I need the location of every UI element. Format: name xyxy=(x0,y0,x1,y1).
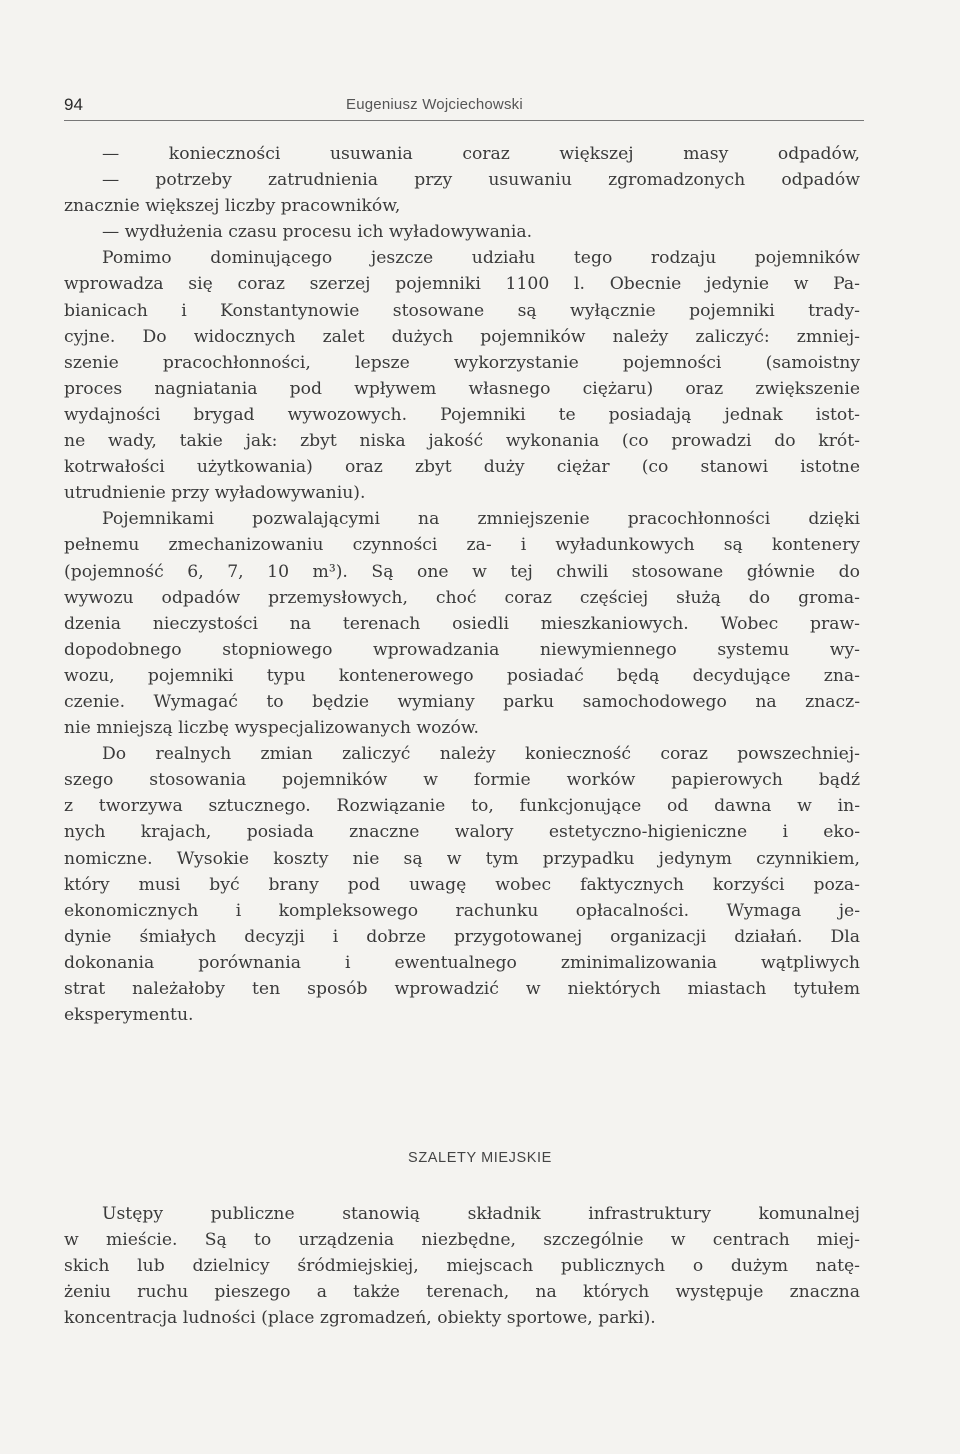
body-line: wywozu odpadów przemysłowych, choć coraz częściej służą do groma- xyxy=(64,587,860,608)
body-line: wprowadza się coraz szerzej pojemniki 1100 l. Obecnie jedynie w Pa- xyxy=(64,274,860,295)
body-line: strat należałoby ten sposób wprowadzić w niektórych miastach tytułem xyxy=(64,979,860,999)
section-text xyxy=(64,1201,860,1331)
body-line: wozu, pojemniki typu kontenerowego posiadać będą decydujące zna- xyxy=(64,665,860,686)
body-line: dopodobnego stopniowego wprowadzania niewymiennego systemu wy- xyxy=(64,639,860,660)
body-line: nych krajach, posiada znaczne walory estetyczno-higieniczne i eko- xyxy=(64,822,860,843)
section-heading: SZALETY MIEJSKIE xyxy=(408,1150,552,1166)
body-line: pełnemu zmechanizowaniu czynności za- i wyładunkowych są kontenery xyxy=(64,535,860,556)
body-line: Do realnych zmian zaliczyć należy konieczność coraz powszechniej- xyxy=(102,744,860,765)
body-line: czenie. Wymagać to będzie wymiany parku samochodowego na znacz- xyxy=(64,691,860,712)
body-line: utrudnienie przy wyładowywaniu). xyxy=(64,483,366,504)
body-line: szenie pracochłonności, lepsze wykorzystanie pojemności (samoistny xyxy=(64,352,860,373)
body-line: który musi być brany pod uwagę wobec faktycznych korzyści poza- xyxy=(64,874,860,895)
body-line: nie mniejszą liczbę wyspecjalizowanych wozów. xyxy=(64,718,479,739)
section-line: skich lub dzielnicy śródmiejskiej, miejscach publicznych o dużym natę- xyxy=(64,1256,860,1277)
page-header xyxy=(64,95,862,119)
body-line: Pojemnikami pozwalającymi na zmniejszenie pracochłonności dzięki xyxy=(102,509,860,530)
body-line: (pojemność 6, 7, 10 m³). Są one w tej chwili stosowane głównie do xyxy=(64,561,860,582)
body-line: nomiczne. Wysokie koszty nie są w tym przypadku jedynym czynnikiem, xyxy=(64,848,860,869)
body-line: dzenia nieczystości na terenach osiedli mieszkaniowych. Wobec praw- xyxy=(64,613,860,634)
body-text xyxy=(64,141,860,1028)
body-line: — potrzeby zatrudnienia przy usuwaniu zgromadzonych odpadów xyxy=(102,170,860,191)
body-line: z tworzywa sztucznego. Rozwiązanie to, funkcjonujące od dawna w in- xyxy=(64,796,860,817)
body-line: proces nagniatania pod wpływem własnego ciężaru) oraz zwiększenie xyxy=(64,378,860,399)
page-number: 94 xyxy=(64,95,83,114)
header-rule xyxy=(64,120,864,121)
body-line: cyjne. Do widocznych zalet dużych pojemników należy zaliczyć: zmniej- xyxy=(64,326,860,347)
body-line: wydajności brygad wywozowych. Pojemniki te posiadają jednak istot- xyxy=(64,404,860,425)
section-line: koncentracja ludności (place zgromadzeń, obiekty sportowe, parki). xyxy=(64,1308,656,1329)
body-line: szego stosowania pojemników w formie worków papierowych bądź xyxy=(64,770,860,791)
body-line: dynie śmiałych decyzji i dobrze przygotowanej organizacji działań. Dla xyxy=(64,926,860,947)
body-line: eksperymentu. xyxy=(64,1005,194,1026)
section-line: żeniu ruchu pieszego a także terenach, na których występuje znaczna xyxy=(64,1282,860,1303)
body-line: ne wady, takie jak: zbyt niska jakość wykonania (co prowadzi do krót- xyxy=(64,431,860,452)
body-line: Pomimo dominującego jeszcze udziału tego rodzaju pojemników xyxy=(102,248,860,269)
body-line: — konieczności usuwania coraz większej masy odpadów, xyxy=(102,144,860,164)
body-line: znacznie większej liczby pracowników, xyxy=(64,196,401,217)
section-line: w mieście. Są to urządzenia niezbędne, szczególnie w centrach miej- xyxy=(64,1230,860,1251)
body-line: bianicach i Konstantynowie stosowane są wyłącznie pojemniki trady- xyxy=(64,300,860,321)
body-line: kotrwałości użytkowania) oraz zbyt duży ciężar (co stanowi istotne xyxy=(64,457,860,478)
body-line: ekonomicznych i kompleksowego rachunku opłacalności. Wymaga je- xyxy=(64,900,860,921)
body-line: dokonania porównania i ewentualnego zminimalizowania wątpliwych xyxy=(64,952,860,973)
body-line: — wydłużenia czasu procesu ich wyładowywania. xyxy=(102,222,533,243)
section-line: Ustępy publiczne stanowią składnik infrastruktury komunalnej xyxy=(102,1204,860,1224)
running-head-author: Eugeniusz Wojciechowski xyxy=(346,96,523,113)
